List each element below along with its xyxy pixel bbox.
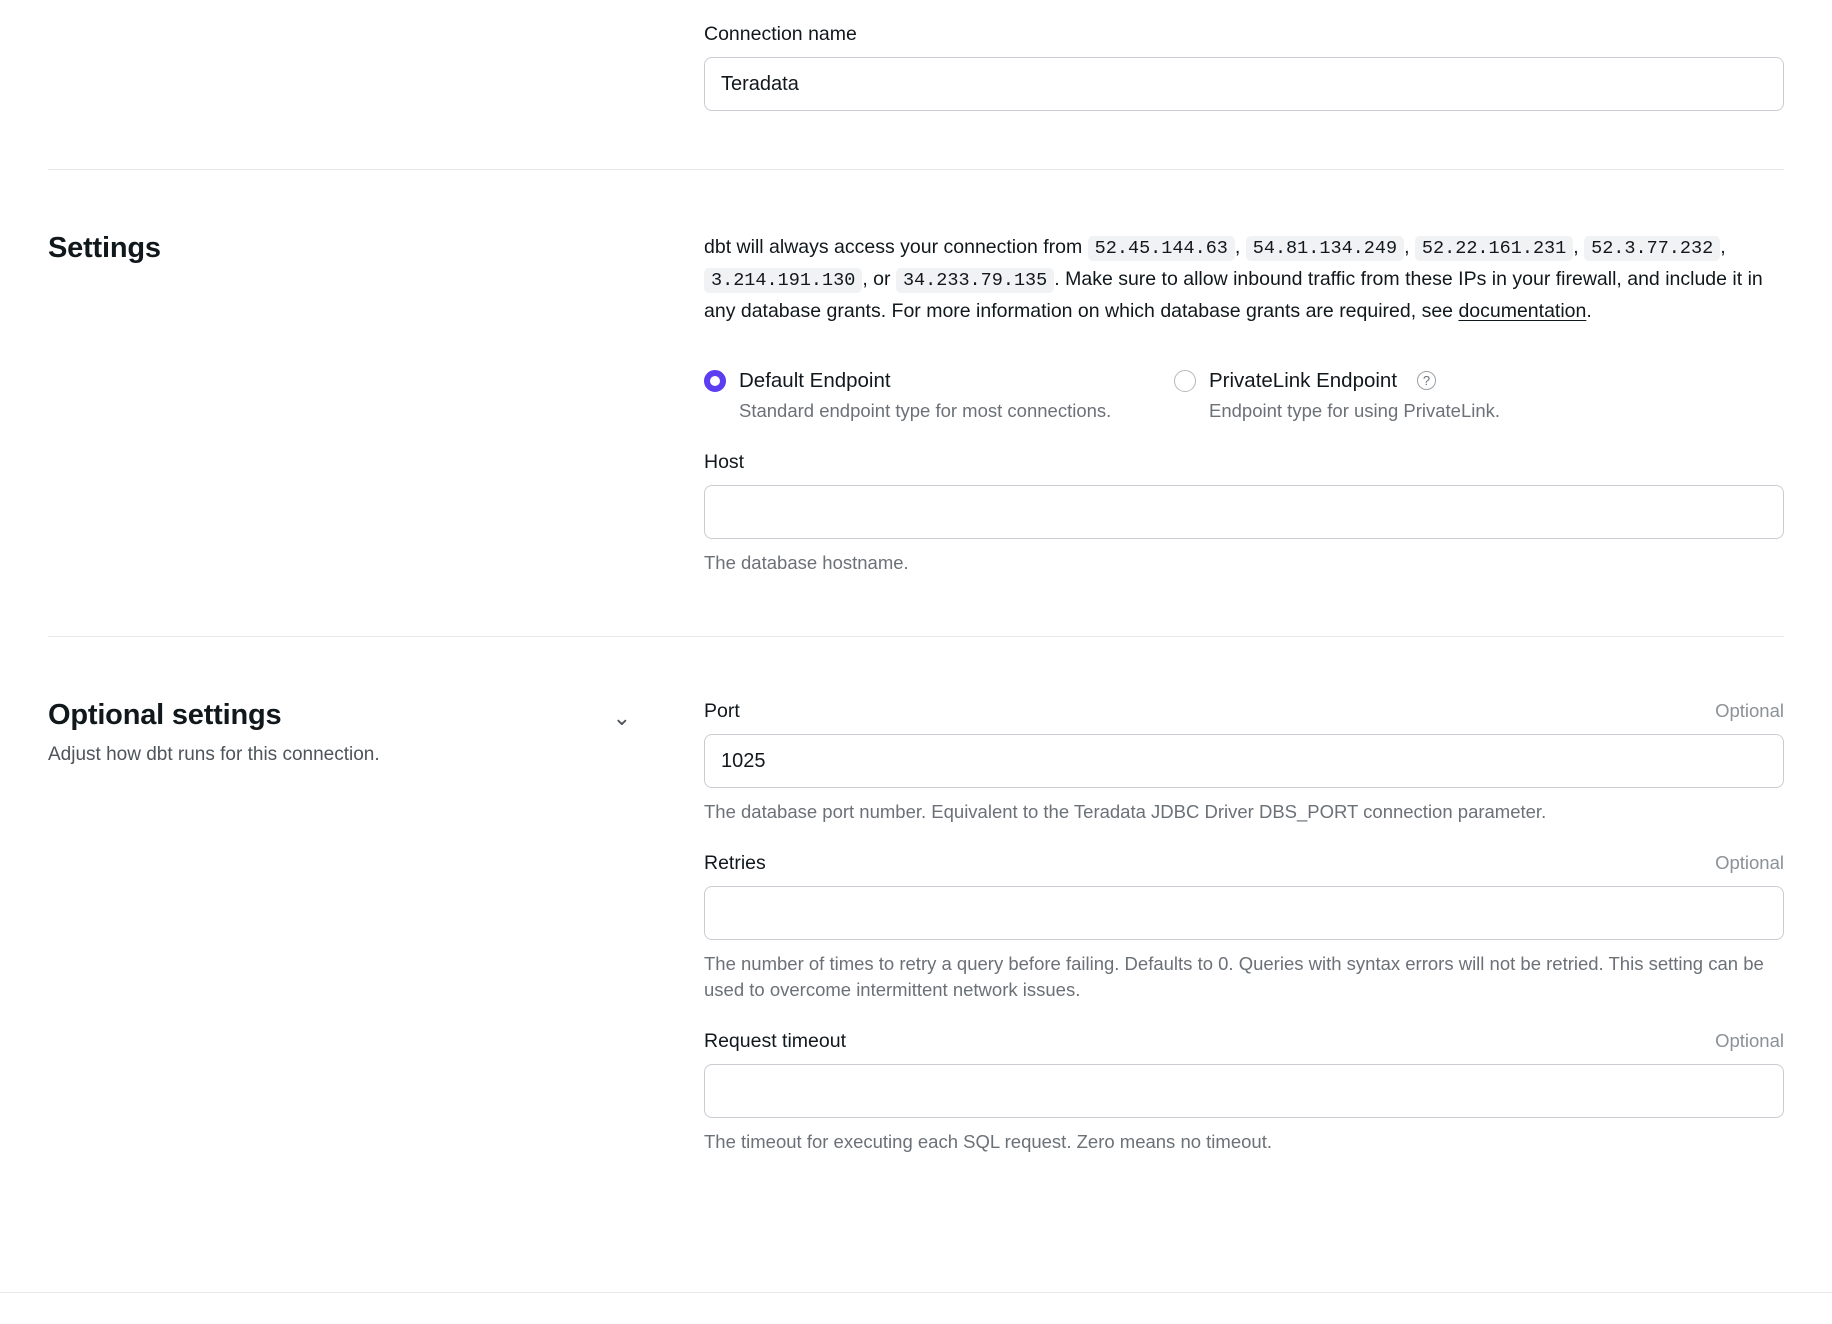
optional-settings-section xyxy=(0,637,1832,1195)
connection-name-label-row xyxy=(704,22,1784,46)
retries-label: Retries xyxy=(704,852,766,874)
settings-intro-text: dbt will always access your connection from 52.45.144.63 , 54.81.134.249 , 52.22.161.231 , 52.3.77.232 , 3.214.191.130 , or 34.233.79.135 . Make sure to allow inbound traffic from these IPs in your firewall, and include it in any database grants. For more information on which database grants are required, see documentation. xyxy=(704,236,1763,322)
retries-helper-text: The number of times to retry a query before failing. Defaults to 0. Queries with syntax errors will not be retried. This setting can be used to overcome intermittent network issues. xyxy=(704,953,1764,1000)
radio-privatelink-endpoint[interactable] xyxy=(1174,370,1196,392)
endpoint-option-default[interactable] xyxy=(704,369,1174,422)
request-timeout-label: Request timeout xyxy=(704,1030,846,1052)
endpoint-privatelink-description: Endpoint type for using PrivateLink. xyxy=(1209,400,1501,421)
endpoint-type-radio-group xyxy=(704,369,1784,422)
optional-settings-title: Optional settings xyxy=(48,699,282,731)
port-optional-tag: Optional xyxy=(1715,700,1784,721)
optional-settings-left xyxy=(48,699,703,1155)
request-timeout-helper-text: The timeout for executing each SQL request. Zero means no timeout. xyxy=(704,1131,1272,1152)
request-timeout-label-row xyxy=(704,1029,1784,1053)
settings-title: Settings xyxy=(48,232,161,264)
ip-address-3: 52.22.161.231 xyxy=(1415,236,1573,261)
retries-input[interactable] xyxy=(704,886,1784,940)
optional-settings-heading-group xyxy=(48,699,380,768)
ip-address-6: 34.233.79.135 xyxy=(896,268,1054,293)
retries-field xyxy=(704,851,1784,1003)
optional-settings-right xyxy=(704,699,1784,1155)
ip-address-1: 52.45.144.63 xyxy=(1088,236,1235,261)
port-field xyxy=(704,699,1784,825)
connection-name-right xyxy=(704,22,1784,111)
endpoint-option-default-head xyxy=(704,369,1174,393)
host-field xyxy=(704,450,1784,576)
ip-address-4: 52.3.77.232 xyxy=(1584,236,1720,261)
connection-name-left-spacer xyxy=(48,22,703,111)
ip-address-5: 3.214.191.130 xyxy=(704,268,862,293)
request-timeout-optional-tag: Optional xyxy=(1715,1030,1784,1051)
host-helper-text: The database hostname. xyxy=(704,552,909,573)
endpoint-default-description: Standard endpoint type for most connections. xyxy=(739,400,1112,421)
port-label: Port xyxy=(704,700,740,722)
intro-prefix: dbt will always access your connection from xyxy=(704,236,1083,258)
endpoint-option-privatelink-head xyxy=(1174,369,1644,393)
optional-settings-grid xyxy=(48,699,1784,1155)
retries-label-row xyxy=(704,851,1784,875)
port-input[interactable] xyxy=(704,734,1784,788)
intro-or: or xyxy=(873,268,891,290)
intro-period: . xyxy=(1586,300,1592,322)
port-label-row xyxy=(704,699,1784,723)
settings-left xyxy=(48,232,703,576)
connection-name-section xyxy=(0,0,1832,169)
settings-grid xyxy=(48,232,1784,576)
host-label-row xyxy=(704,450,1784,474)
request-timeout-input[interactable] xyxy=(704,1064,1784,1118)
help-circle-icon[interactable]: ? xyxy=(1417,371,1436,390)
request-timeout-field xyxy=(704,1029,1784,1155)
connection-name-label: Connection name xyxy=(704,23,857,45)
endpoint-option-privatelink[interactable] xyxy=(1174,369,1644,422)
host-label: Host xyxy=(704,451,745,473)
optional-settings-subtitle: Adjust how dbt runs for this connection. xyxy=(48,744,380,765)
settings-right xyxy=(704,232,1784,576)
connection-name-grid xyxy=(48,22,1784,111)
retries-optional-tag: Optional xyxy=(1715,852,1784,873)
settings-section xyxy=(0,170,1832,636)
documentation-link[interactable]: documentation xyxy=(1458,300,1587,322)
port-helper-text: The database port number. Equivalent to the Teradata JDBC Driver DBS_PORT connection parameter. xyxy=(704,801,1547,822)
intro-suffix: . Make sure to allow inbound traffic from these IPs in your firewall, and include it in any database grants. For more information on which database grants are required, see xyxy=(704,268,1763,322)
endpoint-default-label: Default Endpoint xyxy=(739,369,891,392)
optional-settings-collapse-row[interactable] xyxy=(48,699,679,768)
chevron-down-icon[interactable]: ⌄ xyxy=(612,705,631,730)
radio-default-endpoint[interactable] xyxy=(704,370,726,392)
connection-name-input[interactable] xyxy=(704,57,1784,111)
ip-address-2: 54.81.134.249 xyxy=(1246,236,1404,261)
host-input[interactable] xyxy=(704,485,1784,539)
endpoint-privatelink-label: PrivateLink Endpoint xyxy=(1209,369,1398,392)
bottom-bar xyxy=(0,1292,1832,1324)
